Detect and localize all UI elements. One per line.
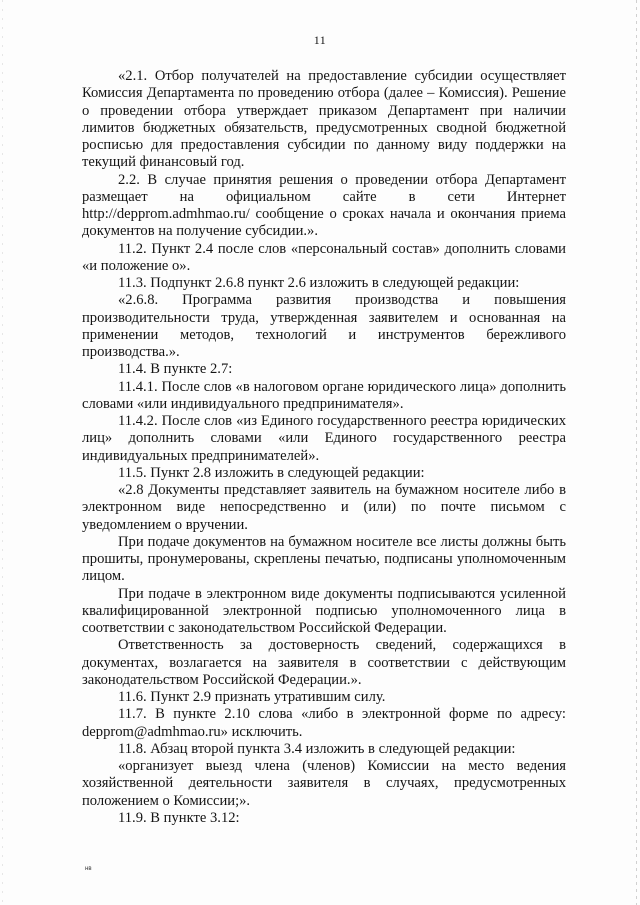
- paragraph-11-6: 11.6. Пункт 2.9 признать утратившим силу.: [118, 689, 386, 705]
- scan-edge-right: [636, 0, 637, 905]
- paragraph-11-4-2: 11.4.2. После слов «из Единого государственного реестра юридических лиц» дополнить словами «или Единого государственного реестра индивидуальных предпринимателей».: [82, 413, 566, 464]
- paragraph-electronic-submission: При подаче в электронном виде документы подписываются усиленной квалифицированной электронной подписью уполномоченного лица в соответствии с законодательством Российской Федерации.: [82, 585, 566, 636]
- paragraph-11-2: 11.2. Пункт 2.4 после слов «персональный состав» дополнить словами «и положение о».: [82, 240, 566, 274]
- paragraph-11-4: 11.4. В пункте 2.7:: [118, 361, 233, 378]
- paragraph-2-2: 2.2. В случае принятия решения о проведении отбора Департамент размещает на официальном сайте в сети Интернет http://depprom.admhmao.ru/ сообщение о сроках начала и окончания приема документов на получение субсидии.».: [82, 171, 566, 240]
- paragraph-11-5: 11.5. Пункт 2.8 изложить в следующей редакции:: [118, 464, 425, 481]
- paragraph-11-3: 11.3. Подпункт 2.6.8 пункт 2.6 изложить в следующей редакции:: [118, 275, 520, 291]
- paragraph-11-8: 11.8. Абзац второй пункта 3.4 изложить в следующей редакции:: [118, 740, 516, 757]
- corner-initials: нв: [85, 866, 92, 872]
- document-body: [82, 68, 566, 827]
- paragraph-11-9: 11.9. В пункте 3.12:: [118, 809, 240, 826]
- paragraph-commission-visit: «организует выезд члена (членов) Комиссии на место ведения хозяйственной деятельности заявителя в случаях, предусмотренных положением о Комиссии;».: [82, 758, 566, 809]
- scan-edge-left: [2, 0, 3, 905]
- paragraph-2-6-8: «2.6.8. Программа развития производства и повышения производительности труда, утвержденная заявителем и основанная на применении методов, технологий и инструментов бережливого производства.».: [82, 292, 566, 360]
- paragraph-2-8: «2.8 Документы представляет заявитель на бумажном носителе либо в электронном виде непосредственно и (или) по почте письмом с уведомлением о вручении.: [82, 482, 566, 533]
- paragraph-responsibility: Ответственность за достоверность сведений, содержащихся в документах, возлагается на заявителя в соответствии с действующим законодательством Российской Федерации.».: [82, 637, 566, 688]
- paragraph-paper-submission: При подаче документов на бумажном носителе все листы должны быть прошиты, пронумерованы, скреплены печатью, подписаны уполномоченным лицом.: [82, 533, 566, 585]
- paragraph-2-1: «2.1. Отбор получателей на предоставление субсидии осуществляет Комиссия Департамента по проведению отбора (далее – Комиссия). Решение о проведении отбора утверждает приказом Департамент при наличии лимитов бюджетных обязательств, предусмотренных сводной бюджетной росписью для предоставления субсидии по данному виду поддержки на текущий финансовый год.: [82, 68, 566, 171]
- page-number: 11: [313, 33, 327, 47]
- paragraph-11-7: 11.7. В пункте 2.10 слова «либо в электронной форме по адресу: depprom@admhmao.ru» исключить.: [82, 706, 566, 740]
- paragraph-11-4-1: 11.4.1. После слов «в налоговом органе юридического лица» дополнить словами «или индивидуального предпринимателя».: [82, 378, 566, 412]
